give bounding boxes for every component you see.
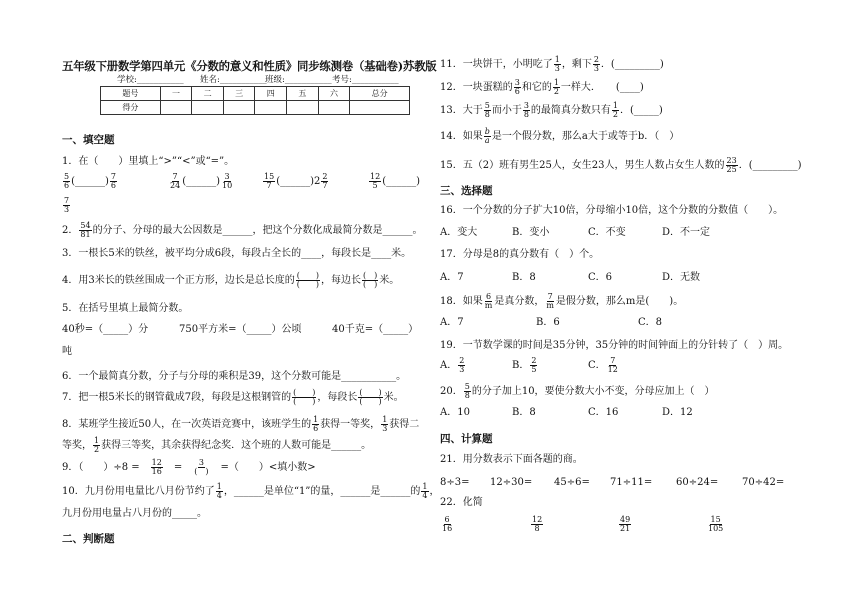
question-22: 22．化简 bbox=[440, 497, 483, 508]
page-title: 五年级下册数学第四单元《分数的意义和性质》同步练测卷（基础卷)苏教版 bbox=[62, 59, 437, 73]
compare-item-3 bbox=[262, 173, 329, 190]
calc-item[interactable]: 45÷6= bbox=[554, 477, 590, 488]
fraction: $\frac{1}{2}$ bbox=[94, 436, 100, 454]
question-18: 18．如果 $\frac{6}{m}$ 是真分数， $\frac{7}{m}$ 是假分数，那么m是( )。 bbox=[440, 292, 684, 310]
option[interactable]: B． $\frac{2}{5}$ bbox=[512, 356, 537, 374]
fraction: $\frac{3}{10}$ bbox=[222, 172, 233, 190]
fraction: $\frac{1}{2}$ bbox=[612, 101, 619, 119]
fraction-blank[interactable]: $\frac{( )}{( )}$ bbox=[296, 271, 319, 289]
option[interactable]: D．无数 bbox=[662, 272, 701, 283]
score-cell: 二 bbox=[192, 87, 224, 101]
q5-tail: 吨 bbox=[62, 346, 72, 357]
question-16: 16．一个分数的分子扩大10倍，分母缩小10倍，这个分数的分数值（ ）。 bbox=[440, 205, 784, 216]
score-table bbox=[100, 86, 410, 115]
fraction: $\frac{1}{3}$ bbox=[382, 415, 388, 433]
compare-item-2 bbox=[168, 173, 234, 190]
question-11: 11．一块饼干，小明吃了 $\frac{1}{3}$ ，剩下 $\frac{2}{3}$ ．(_________) bbox=[440, 55, 664, 73]
fraction: $\frac{54}{81}$ bbox=[80, 221, 91, 239]
question-13: 13．大于 $\frac{5}{8}$ 而小于 $\frac{3}{8}$ 的最简真分数只有 $\frac{1}{2}$ ．(_____) bbox=[440, 101, 663, 119]
score-cell: 得分 bbox=[101, 101, 161, 115]
info-school: 学校:___________ bbox=[117, 75, 184, 85]
question-21: 21．用分数表示下面各题的商。 bbox=[440, 454, 583, 465]
fraction: $\frac{3}{6}$ bbox=[514, 78, 520, 96]
compare-item-4 bbox=[368, 173, 420, 190]
option[interactable]: A．7 bbox=[440, 317, 464, 328]
q5-item-1[interactable]: 40秒=（_____）分 bbox=[62, 324, 149, 335]
question-12: 12．一块蛋糕的 $\frac{3}{6}$ 和它的 $\frac{1}{2}$ 一样大． (____) bbox=[440, 78, 644, 96]
fraction-blank[interactable]: $\frac{( )}{( )}$ bbox=[362, 271, 378, 289]
score-cell: 一 bbox=[160, 87, 192, 101]
question-1: 1．在（ ）里填上“>”“<”或“=”。 bbox=[62, 156, 235, 167]
score-input-cell[interactable] bbox=[192, 101, 224, 115]
fraction: $\frac{1}{4}$ bbox=[216, 482, 222, 500]
fraction: $\frac{1}{6}$ bbox=[313, 415, 319, 433]
fraction: $\frac{12}{16}$ bbox=[151, 458, 162, 476]
fraction: $\frac{2}{7}$ bbox=[322, 172, 328, 190]
score-input-cell[interactable] bbox=[318, 101, 350, 115]
option[interactable]: B．8 bbox=[512, 407, 536, 418]
question-10-cont: 九月份用电量占八月份的_____。 bbox=[62, 508, 207, 519]
question-20: 20． $\frac{5}{8}$ 的分子加上10，要使分数大小不变，分母应加上（ ） bbox=[440, 382, 715, 400]
fraction: $\frac{3}{( )}$ bbox=[194, 458, 209, 476]
fraction: $\frac{5}{8}$ bbox=[484, 101, 490, 119]
question-6: 6．一个最简真分数，分子与分母的乘积是39，这个分数可能是___________。 bbox=[62, 371, 407, 382]
section-heading-fill: 一、填空题 bbox=[62, 134, 115, 146]
score-header-row bbox=[101, 87, 410, 101]
option[interactable]: C． $\frac{7}{12}$ bbox=[588, 356, 618, 374]
fraction: $\frac{2}{5}$ bbox=[531, 356, 537, 374]
score-input-cell[interactable] bbox=[287, 101, 319, 115]
section-heading-choice: 三、选择题 bbox=[440, 185, 493, 197]
fraction: $\frac{1}{3}$ bbox=[554, 55, 560, 73]
score-cell: 三 bbox=[223, 87, 255, 101]
fraction: $\frac{1}{4}$ bbox=[422, 482, 428, 500]
calc-item[interactable]: 60÷24= bbox=[676, 477, 719, 488]
fraction: $\frac{49}{21}$ bbox=[620, 515, 631, 533]
simplify-item[interactable] bbox=[706, 516, 725, 533]
info-class: 班级:___________ bbox=[265, 75, 332, 85]
option[interactable]: D．不一定 bbox=[662, 227, 711, 238]
fraction: $\frac{23}{25}$ bbox=[726, 156, 737, 174]
fraction: $\frac{7}{12}$ bbox=[607, 356, 618, 374]
option[interactable]: D．12 bbox=[662, 407, 693, 418]
section-heading-judge: 二、判断题 bbox=[62, 533, 115, 545]
simplify-item[interactable] bbox=[440, 516, 454, 533]
fraction: $\frac{12}{8}$ bbox=[532, 515, 543, 533]
answer-blank[interactable]: (______) bbox=[182, 176, 220, 187]
fraction: $\frac{3}{8}$ bbox=[523, 101, 529, 119]
question-14: 14．如果 $\frac{b}{a}$ 是一个假分数，那么a大于或等于b．（ ） bbox=[440, 127, 680, 145]
question-7: 7．把一根5米长的钢管截成7段，每段是这根钢管的 $\frac{( )}{( )}$ ，每段长 $\frac{( )}{( )}$ 米。 bbox=[62, 388, 404, 406]
option[interactable]: C．不变 bbox=[588, 227, 626, 238]
fraction: $\frac{5}{6}$ bbox=[64, 172, 70, 190]
option[interactable]: C．6 bbox=[588, 272, 613, 283]
question-3: 3．一根长5米的铁丝，被平均分成6段，每段占全长的____，每段长是____米。 bbox=[62, 248, 412, 259]
answer-blank[interactable]: (______)2 bbox=[276, 176, 321, 187]
fraction: $\frac{2}{3}$ bbox=[459, 356, 465, 374]
fraction: $\frac{7}{24}$ bbox=[170, 172, 181, 190]
fraction: $\frac{1}{2}$ bbox=[553, 78, 559, 96]
fraction: $\frac{15}{105}$ bbox=[708, 515, 724, 533]
question-10: 10．九月份用电量比八月份节约了 $\frac{1}{4}$ ，______是单位“1”的量，______是______的 $\frac{1}{4}$ ， bbox=[62, 482, 440, 500]
fraction: $\frac{15}{7}$ bbox=[264, 172, 275, 190]
fraction: $\frac{6}{16}$ bbox=[442, 515, 453, 533]
option[interactable]: B．6 bbox=[536, 317, 560, 328]
question-4: 4．用3米长的铁丝围成一个正方形，边长是总长度的 $\frac{( )}{( )}$ ，每边长 $\frac{( )}{( )}$ 米。 bbox=[62, 271, 400, 289]
fraction: $\frac{12}{5}$ bbox=[370, 172, 381, 190]
option[interactable]: A．7 bbox=[440, 272, 464, 283]
section-heading-calc: 四、计算题 bbox=[440, 433, 493, 445]
score-value-row bbox=[101, 101, 410, 115]
fraction-blank[interactable]: $\frac{( )}{( )}$ bbox=[293, 388, 316, 406]
calc-item[interactable]: 71÷11= bbox=[610, 477, 653, 488]
info-name: 姓名:___________ bbox=[200, 75, 267, 85]
score-cell: 六 bbox=[318, 87, 350, 101]
option[interactable]: A．10 bbox=[440, 407, 470, 418]
fraction: $\frac{7}{6}$ bbox=[110, 172, 116, 190]
option[interactable]: A．变大 bbox=[440, 227, 478, 238]
option[interactable]: B．变小 bbox=[512, 227, 550, 238]
fraction: $\frac{5}{8}$ bbox=[464, 382, 470, 400]
compare-item-4-tail bbox=[62, 197, 71, 214]
answer-blank[interactable]: (______) bbox=[71, 176, 109, 187]
fraction: $\frac{7}{m}$ bbox=[546, 292, 554, 310]
fraction: $\frac{2}{3}$ bbox=[593, 55, 599, 73]
option[interactable]: C．8 bbox=[638, 317, 663, 328]
info-exam-number: 考号:___________ bbox=[332, 75, 399, 85]
score-input-cell[interactable] bbox=[160, 101, 192, 115]
score-input-cell[interactable] bbox=[223, 101, 255, 115]
question-8: 8．某班学生接近50人，在一次英语竞赛中，该班学生的 $\frac{1}{6}$ 获得一等奖， $\frac{1}{3}$ 获得二 bbox=[62, 415, 420, 433]
score-input-cell[interactable] bbox=[350, 101, 410, 115]
question-19: 19．一节数学课的时间是35分钟，35分钟的时间钟面上的分针转了（ ）周。 bbox=[440, 340, 789, 351]
compare-item-1 bbox=[62, 173, 118, 190]
fraction: $\frac{6}{m}$ bbox=[484, 292, 493, 310]
fraction: $\frac{b}{a}$ bbox=[484, 127, 490, 145]
q5-item-2[interactable]: 750平方米=（_____）公顷 bbox=[179, 324, 302, 335]
question-5: 5．在括号里填上最简分数。 bbox=[62, 303, 189, 314]
calc-item[interactable]: 12÷30= bbox=[490, 477, 533, 488]
question-15: 15．五（2）班有男生25人，女生23人，男生人数占女生人数的 $\frac{23}{25}$ ．(_________) bbox=[440, 156, 802, 174]
q5-item-3[interactable]: 40千克=（_____） bbox=[332, 324, 419, 335]
score-cell: 五 bbox=[287, 87, 319, 101]
simplify-item[interactable] bbox=[618, 516, 632, 533]
simplify-item[interactable] bbox=[530, 516, 544, 533]
option[interactable]: B．8 bbox=[512, 272, 536, 283]
question-8-cont: 等奖， $\frac{1}{2}$ 获得三等奖，其余获得纪念奖．这个班的人数可能是______。 bbox=[62, 436, 372, 454]
score-input-cell[interactable] bbox=[255, 101, 287, 115]
question-2: 2． $\frac{54}{81}$ 的分子、分母的最大公因数是______，把这个分数化成最简分数是______。 bbox=[62, 221, 423, 239]
score-cell: 总分 bbox=[350, 87, 410, 101]
question-17: 17．分母是8的真分数有（ ）个。 bbox=[440, 249, 600, 260]
answer-blank[interactable]: (______) bbox=[382, 176, 420, 187]
option[interactable]: A． $\frac{2}{3}$ bbox=[440, 356, 465, 374]
calc-item[interactable]: 8÷3= bbox=[440, 477, 470, 488]
score-cell: 题号 bbox=[101, 87, 161, 101]
fraction-blank[interactable]: $\frac{( )}{( )}$ bbox=[359, 388, 382, 406]
fraction: $\frac{7}{3}$ bbox=[64, 196, 70, 214]
option[interactable]: C．16 bbox=[588, 407, 619, 418]
question-9: 9．（ ）÷8 = $\frac{12}{16}$ = $\frac{3}{( )}$ =（ ）<填小数> bbox=[62, 458, 316, 476]
calc-item[interactable]: 70÷42= bbox=[742, 477, 785, 488]
score-cell: 四 bbox=[255, 87, 287, 101]
